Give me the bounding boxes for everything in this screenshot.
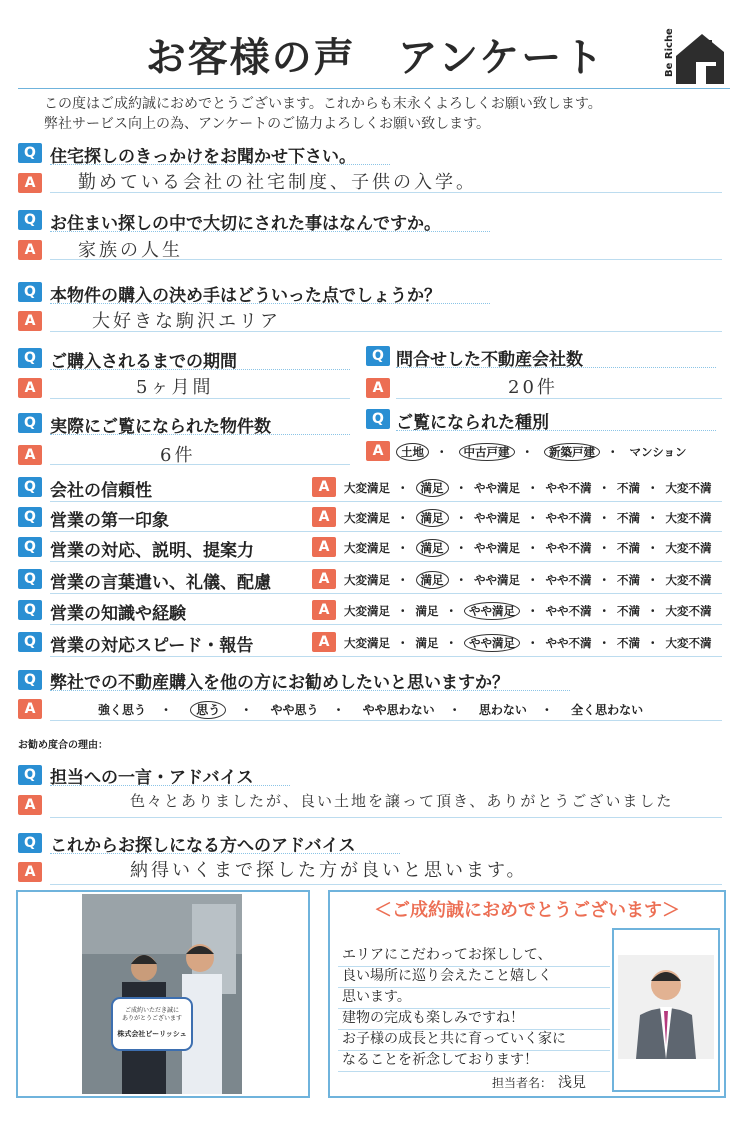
separator: ・ [647, 573, 659, 587]
header-divider [18, 88, 730, 89]
rating-options [344, 510, 712, 526]
rating-question: 会社の信頼性 [50, 481, 152, 501]
rating-options [344, 603, 712, 619]
q-badge: Q [18, 413, 42, 433]
type-option-mansion: マンション [629, 445, 687, 459]
separator: ・ [598, 636, 610, 650]
q-badge: Q [18, 143, 42, 163]
q-badge: Q [366, 409, 390, 429]
question-underline [50, 853, 400, 854]
rating-option-selected: やや満足 [464, 602, 520, 620]
separator: ・ [598, 604, 610, 618]
q-badge: Q [366, 346, 390, 366]
staff-portrait-image [618, 955, 714, 1059]
question-underline [50, 164, 390, 165]
a-badge: A [18, 311, 42, 331]
rating-option: 不満 [617, 481, 640, 495]
question-5: 問合せした不動産会社数 [396, 350, 583, 370]
recommend-option: 強く思う [98, 703, 147, 717]
recommend-options: 強く思う ・ 思う ・ やや思う ・ やや思わない ・ 思わない ・ 全く思わない [98, 703, 644, 717]
message-rule [338, 1029, 610, 1030]
separator: ・ [445, 636, 457, 650]
rating-option: 大変不満 [665, 573, 712, 587]
question-underline [396, 430, 716, 431]
answer-line [50, 501, 722, 502]
rating-option: 満足 [415, 636, 439, 650]
rating-option: 不満 [617, 604, 640, 618]
separator: ・ [647, 604, 659, 618]
separator: ・ [397, 573, 409, 587]
answer-line [50, 531, 722, 532]
rating-option: やや不満 [545, 636, 592, 650]
answer-line [50, 720, 722, 721]
answer-8: 色々とありましたが、良い土地を譲って頂き、ありがとうございました [130, 792, 674, 810]
separator: ・ [445, 604, 457, 618]
answer-2: 家族の人生 [78, 240, 183, 261]
message-line: お子様の成長と共に育っていく家に [342, 1031, 566, 1047]
message-line: なることを祈念しております！ [342, 1052, 538, 1068]
recommend-option: やや思う [270, 703, 319, 717]
separator: ・ [527, 541, 539, 555]
q-badge: Q [18, 632, 42, 652]
rating-option-selected: 満足 [416, 509, 449, 527]
recommend-option: 全く思わない [571, 703, 644, 717]
rating-options [344, 572, 712, 588]
q-badge: Q [18, 477, 42, 497]
separator: ・ [647, 541, 659, 555]
question-1: 住宅探しのきっかけをお聞かせ下さい。 [50, 147, 356, 167]
separator: ・ [397, 636, 409, 650]
question-underline [50, 690, 570, 691]
a-badge: A [18, 445, 42, 465]
question-underline [50, 434, 350, 435]
rating-option: 大変満足 [344, 511, 390, 525]
question-2: お住まい探しの中で大切にされた事はなんですか。 [50, 214, 441, 234]
rating-question: 営業の言葉遣い、礼儀、配慮 [50, 573, 271, 593]
answer-line [50, 624, 722, 625]
separator: ・ [527, 481, 539, 495]
question-underline [50, 785, 290, 786]
rating-option: 大変満足 [344, 573, 390, 587]
message-line: 良い場所に巡り会えたこと嬉しく [342, 968, 552, 984]
rating-option-selected: 満足 [416, 539, 449, 557]
rating-question: 営業の対応、説明、提案力 [50, 541, 254, 561]
separator: ・ [598, 511, 610, 525]
rating-option: やや不満 [545, 541, 592, 555]
page-title: お客様の声 アンケート [145, 35, 606, 81]
customer-photo [82, 894, 242, 1094]
rating-question: 営業の第一印象 [50, 511, 169, 531]
rating-option: やや不満 [545, 573, 592, 587]
rating-option: 不満 [617, 541, 640, 555]
question-underline [50, 303, 490, 304]
separator: ・ [455, 481, 467, 495]
answer-5: 20件 [508, 377, 558, 398]
recommend-option-selected: 思う [190, 701, 226, 719]
property-type-options: 土地 ・ 中古戸建 ・ 新築戸建 ・ マンション [396, 444, 687, 460]
question-6: 実際にご覧になられた物件数 [50, 417, 271, 437]
message-rule [338, 1050, 610, 1051]
separator: ・ [397, 541, 409, 555]
separator: ・ [455, 573, 467, 587]
a-badge: A [18, 378, 42, 398]
q-badge: Q [18, 348, 42, 368]
a-badge: A [312, 632, 336, 652]
answer-1: 勤めている会社の社宅制度、子供の入学。 [78, 172, 477, 193]
a-badge: A [18, 240, 42, 260]
q-badge: Q [18, 670, 42, 690]
separator: ・ [598, 481, 610, 495]
separator: ・ [527, 573, 539, 587]
message-rule [338, 966, 610, 967]
rating-option: 不満 [617, 636, 640, 650]
type-option-new-house: 新築戸建 [544, 443, 600, 461]
intro-line-1: この度はご成約誠におめでとうございます。これからも末永くよろしくお願い致します。 [44, 96, 602, 112]
rating-option: やや不満 [545, 481, 592, 495]
separator: ・ [397, 511, 409, 525]
separator: ・ [455, 511, 467, 525]
intro-line-2: 弊社サービス向上の為、アンケートのご協力よろしくお願い致します。 [44, 116, 491, 132]
answer-line [50, 464, 350, 465]
staff-portrait [618, 955, 714, 1059]
q-badge: Q [18, 765, 42, 785]
rating-option: 大変不満 [665, 481, 712, 495]
rating-option-selected: 満足 [416, 571, 449, 589]
answer-line [50, 656, 722, 657]
rating-question: 営業の知識や経験 [50, 604, 186, 624]
question-underline [50, 231, 490, 232]
separator: ・ [647, 481, 659, 495]
answer-6: 6件 [160, 445, 196, 466]
message-line: エリアにこだわってお探しして、 [342, 947, 552, 963]
a-badge: A [312, 537, 336, 557]
a-badge: A [312, 600, 336, 620]
answer-4: 5ヶ月間 [136, 377, 214, 398]
rating-option-selected: やや満足 [464, 634, 520, 652]
answer-line [50, 331, 722, 332]
answer-line [50, 884, 722, 885]
rating-options [344, 635, 712, 651]
answer-line [50, 817, 722, 818]
rating-option: 大変不満 [665, 636, 712, 650]
answer-line [50, 561, 722, 562]
answer-line [396, 398, 722, 399]
reason-label: お勧め度合の理由： [18, 740, 108, 751]
q-badge: Q [18, 210, 42, 230]
q-badge: Q [18, 833, 42, 853]
question-8: 担当への一言・アドバイス [50, 768, 254, 788]
rating-option: 大変満足 [344, 636, 390, 650]
a-badge: A [312, 507, 336, 527]
intro-text [44, 94, 602, 134]
sign-line-1: ご成約いただき誠に [124, 1007, 180, 1014]
answer-line [50, 398, 350, 399]
a-badge: A [18, 862, 42, 882]
q-badge: Q [18, 537, 42, 557]
logo-text: Be Riche [664, 28, 675, 78]
staff-label: 担当者名： [492, 1076, 553, 1090]
rating-option: やや不満 [545, 511, 592, 525]
separator: ・ [647, 636, 659, 650]
a-badge: A [312, 477, 336, 497]
rating-option: やや不満 [545, 604, 592, 618]
recommend-option: やや思わない [362, 703, 435, 717]
rating-option: やや満足 [474, 481, 520, 495]
rating-option: 不満 [617, 573, 640, 587]
rating-option: 大変満足 [344, 604, 390, 618]
q-badge: Q [18, 600, 42, 620]
rating-option: やや満足 [474, 573, 520, 587]
message-rule [338, 1008, 610, 1009]
a-badge: A [366, 378, 390, 398]
message-line: 建物の完成も楽しみですね！ [342, 1010, 524, 1026]
separator: ・ [527, 511, 539, 525]
q-badge: Q [18, 282, 42, 302]
sign-line-2: ありがとうございます [121, 1015, 183, 1022]
rating-option: 大変不満 [665, 541, 712, 555]
question-4: ご購入されるまでの期間 [50, 352, 237, 372]
message-title: ＜ご成約誠におめでとうございます＞ [374, 900, 680, 921]
separator: ・ [598, 541, 610, 555]
type-option-land: 土地 [396, 443, 429, 461]
separator: ・ [527, 604, 539, 618]
rating-option: やや満足 [474, 541, 520, 555]
customer-photo-image [82, 894, 242, 1094]
message-line: 思います。 [342, 989, 411, 1005]
question-recommend: 弊社での不動産購入を他の方にお勧めしたいと思いますか？ [50, 673, 509, 693]
rating-option: 満足 [415, 604, 439, 618]
message-rule [338, 987, 610, 988]
recommend-option: 思わない [478, 703, 527, 717]
rating-option: 大変不満 [665, 511, 712, 525]
a-badge: A [18, 795, 42, 815]
rating-options [344, 480, 712, 496]
question-3: 本物件の購入の決め手はどういった点でしょうか？ [50, 286, 441, 306]
rating-option: 大変満足 [344, 481, 390, 495]
separator: ・ [598, 573, 610, 587]
sign-company: 株式会社ビーリッシュ [117, 1030, 187, 1038]
rating-option: やや満足 [474, 511, 520, 525]
answer-line [50, 259, 722, 260]
rating-question: 営業の対応スピード・報告 [50, 636, 254, 656]
a-badge: A [18, 699, 42, 719]
separator: ・ [647, 511, 659, 525]
question-underline [50, 369, 350, 370]
staff-name: 浅見 [558, 1075, 586, 1091]
answer-line [50, 192, 722, 193]
question-underline [396, 367, 716, 368]
answer-3: 大好きな駒沢エリア [92, 311, 281, 332]
q-badge: Q [18, 507, 42, 527]
a-badge: A [366, 441, 390, 461]
a-badge: A [312, 569, 336, 589]
rating-option: 不満 [617, 511, 640, 525]
a-badge: A [18, 173, 42, 193]
type-option-used-house: 中古戸建 [459, 443, 515, 461]
separator: ・ [527, 636, 539, 650]
rating-options [344, 540, 712, 556]
rating-option: 大変満足 [344, 541, 390, 555]
answer-line [50, 593, 722, 594]
question-9: これからお探しになる方へのアドバイス [50, 836, 356, 856]
separator: ・ [397, 604, 409, 618]
answer-9: 納得いくまで探した方が良いと思います。 [130, 860, 528, 881]
separator: ・ [455, 541, 467, 555]
q-badge: Q [18, 569, 42, 589]
separator: ・ [397, 481, 409, 495]
rating-option: 大変不満 [665, 604, 712, 618]
question-7: ご覧になられた種別 [396, 413, 549, 433]
rating-option-selected: 満足 [416, 479, 449, 497]
